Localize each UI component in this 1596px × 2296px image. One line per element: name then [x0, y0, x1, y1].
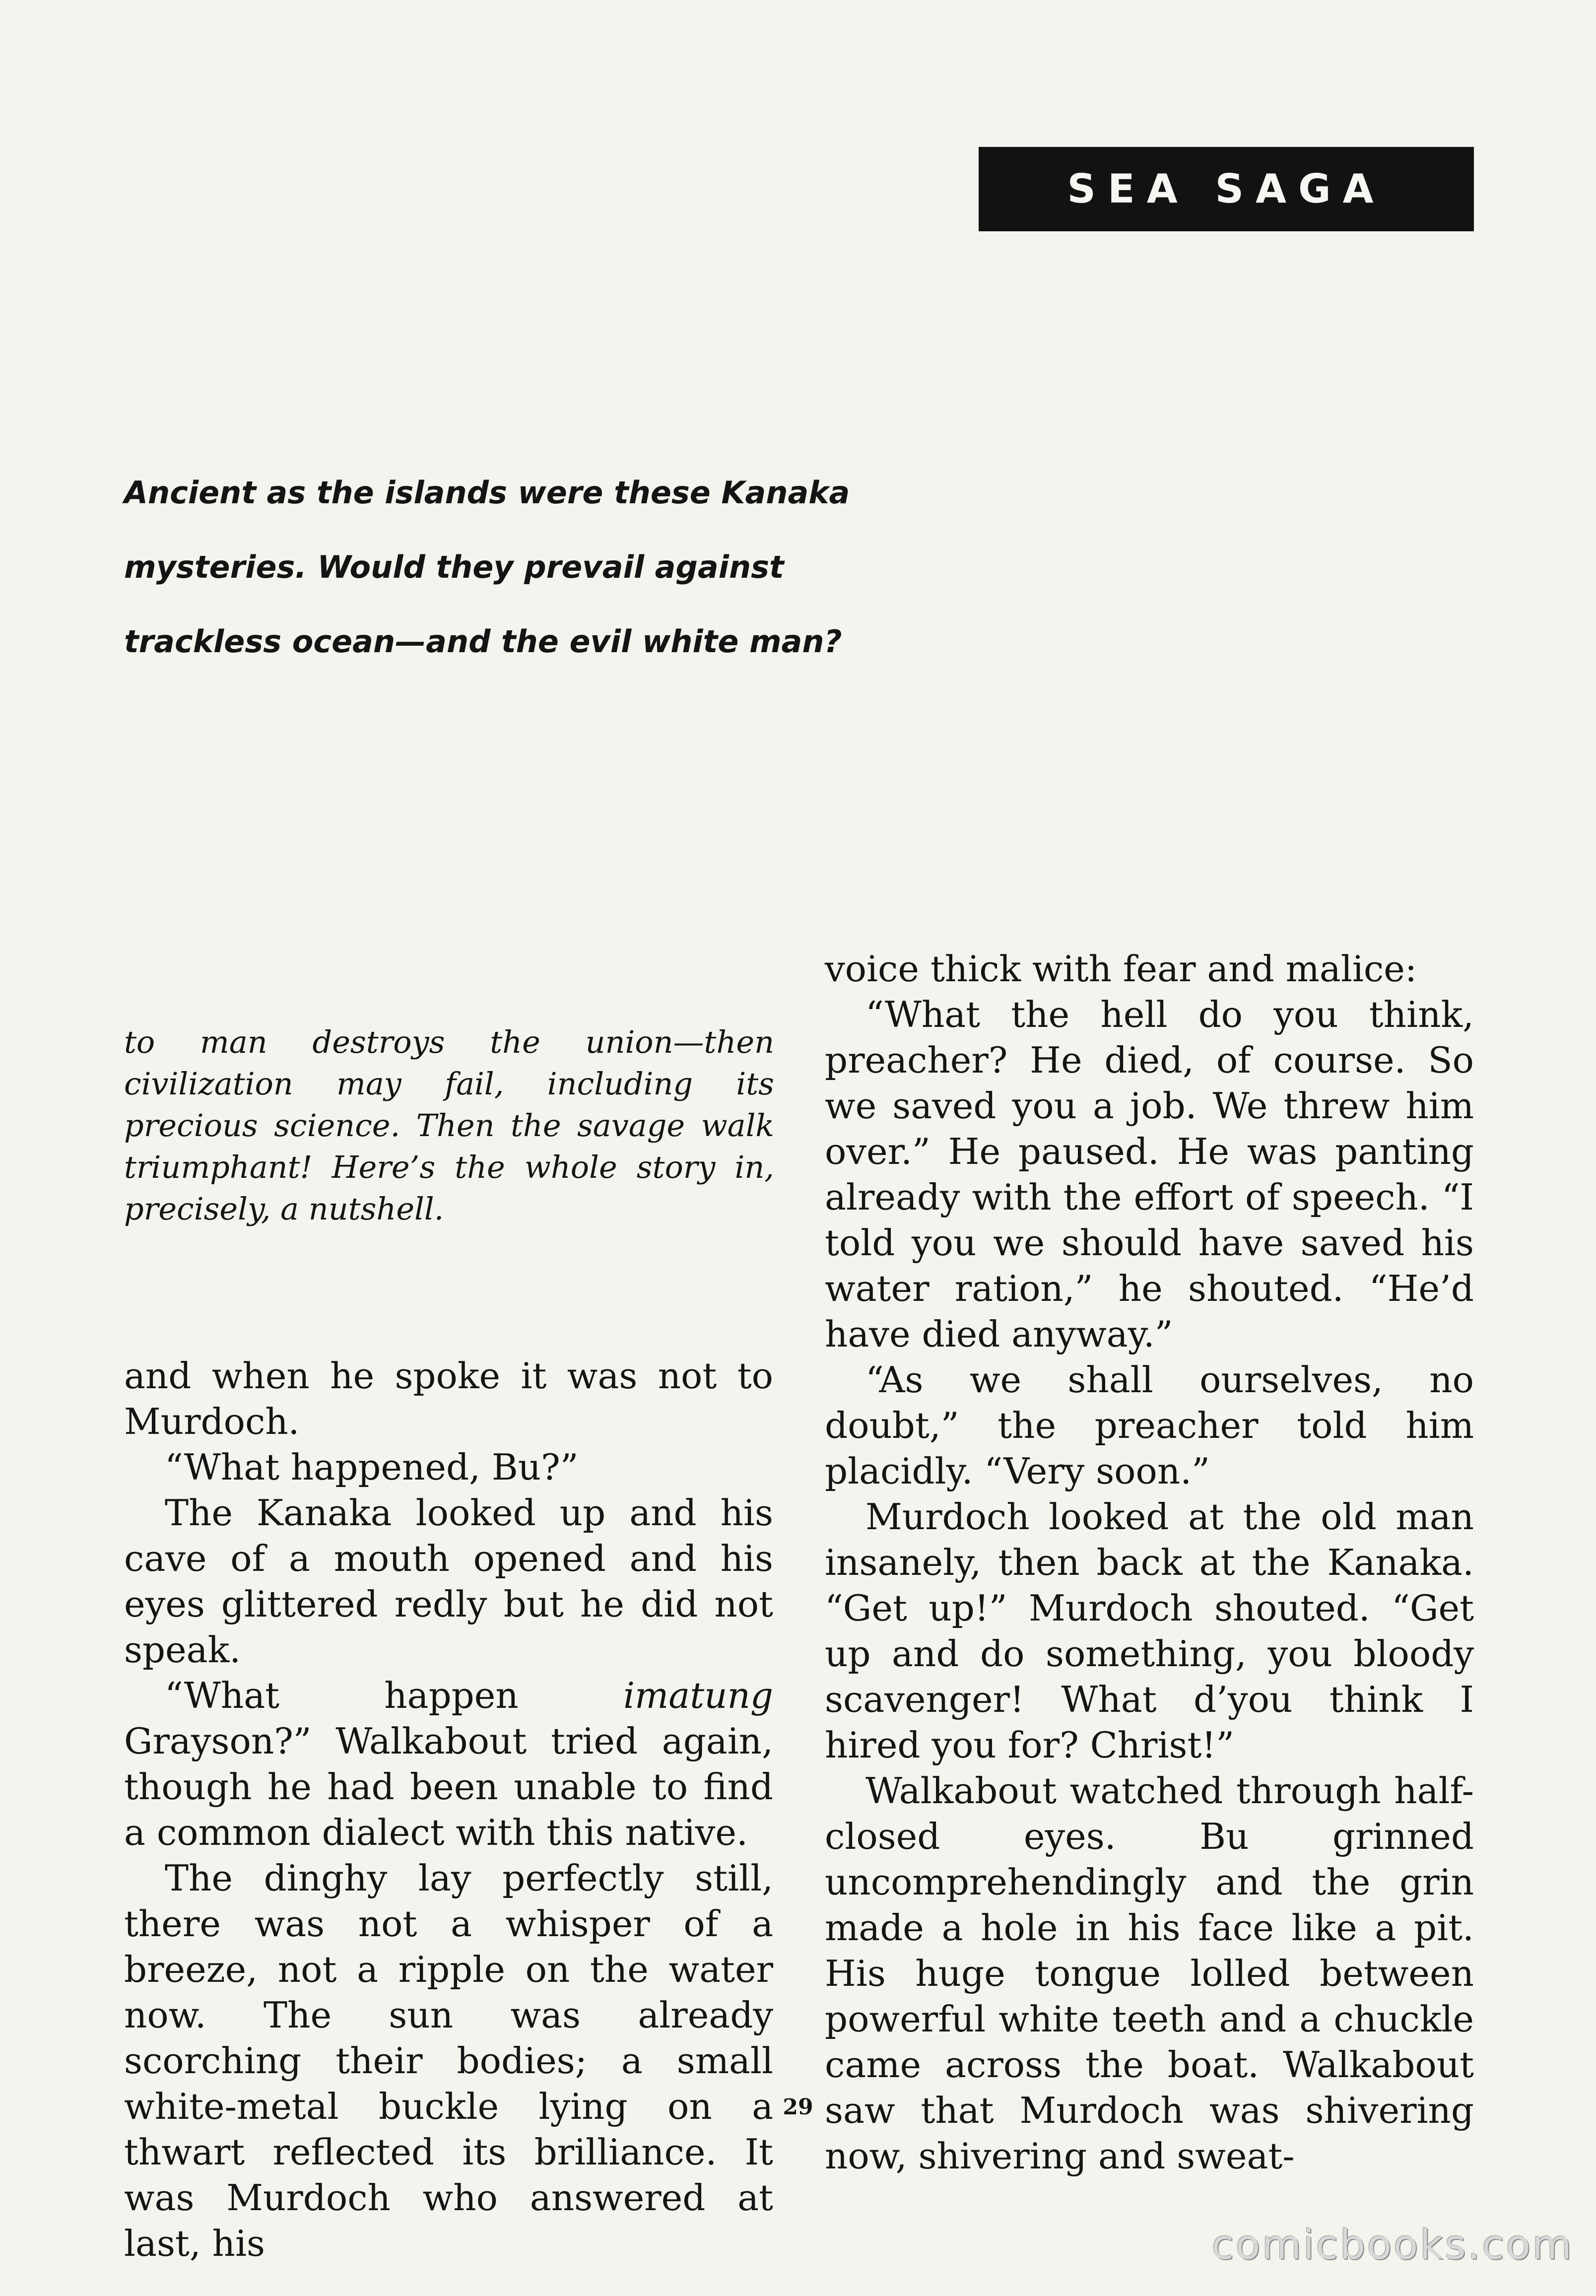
- paragraph-text: Grayson?” Walkabout tried again, though he had been unable to find a common dialect with this native.: [124, 1720, 773, 1853]
- page-number: 29: [783, 2094, 813, 2120]
- paragraph: and when he spoke it was not to Murdoch.: [124, 1355, 773, 1442]
- paragraph: voice thick with fear and malice:: [825, 948, 1417, 990]
- paragraph: “What the hell do you think, preacher? He died, of course. So we saved you a job. We threw him over.” He paused. He was panting already with the effort of speech. “I told you we should have saved his water ration,” he shouted. “He’d have died anyway.”: [825, 994, 1474, 1355]
- paragraph: “As we shall ourselves, no doubt,” the preacher told him placidly. “Very soon.”: [825, 1359, 1474, 1492]
- paragraph: The dinghy lay perfectly still, there was not a whisper of a breeze, not a ripple on the water now. The sun was already scorching their bodies; a small white-metal buckle lying on a thwart reflected its brilliance. It was Murdoch who answered at last, his: [124, 1857, 773, 2264]
- text-column-left: [124, 1353, 773, 2266]
- dialect-word: imatung: [623, 1675, 773, 1716]
- paragraph: Murdoch looked at the old man insanely, then back at the Kanaka. “Get up!” Murdoch shouted. “Get up and do something, you bloody scavenger! What d’you think I hired you for? Christ!”: [825, 1496, 1474, 1766]
- paragraph: The Kanaka looked up and his cave of a mouth opened and his eyes glittered redly but he did not speak.: [124, 1492, 773, 1671]
- section-label: SEA SAGA: [979, 147, 1474, 231]
- paragraph: [124, 1673, 773, 1855]
- site-watermark: comicbooks.com: [1211, 2222, 1573, 2269]
- teaser-text: to man destroys the union—then civilization may fail, including its precious science. Then the savage walk triumphant! Here’s the whole story in, precisely, a nutshell.: [124, 1024, 774, 1227]
- paragraph: Walkabout watched through half-closed eyes. Bu grinned uncomprehendingly and the grin made a hole in his face like a pit. His huge tongue lolled between powerful white teeth and a chuckle came across the boat. Walkabout saw that Murdoch was shivering now, shivering and sweat-: [825, 1770, 1474, 2177]
- paragraph-text: “What happen: [165, 1675, 623, 1716]
- blurb-line: mysteries. Would they prevail against: [124, 549, 784, 585]
- paragraph: “What happened, Bu?”: [165, 1446, 579, 1488]
- blurb-line: Ancient as the islands were these Kanaka: [124, 474, 850, 511]
- blurb-line: trackless ocean—and the evil white man?: [124, 623, 842, 660]
- story-blurb: [124, 474, 850, 701]
- text-column-right: [825, 946, 1474, 2179]
